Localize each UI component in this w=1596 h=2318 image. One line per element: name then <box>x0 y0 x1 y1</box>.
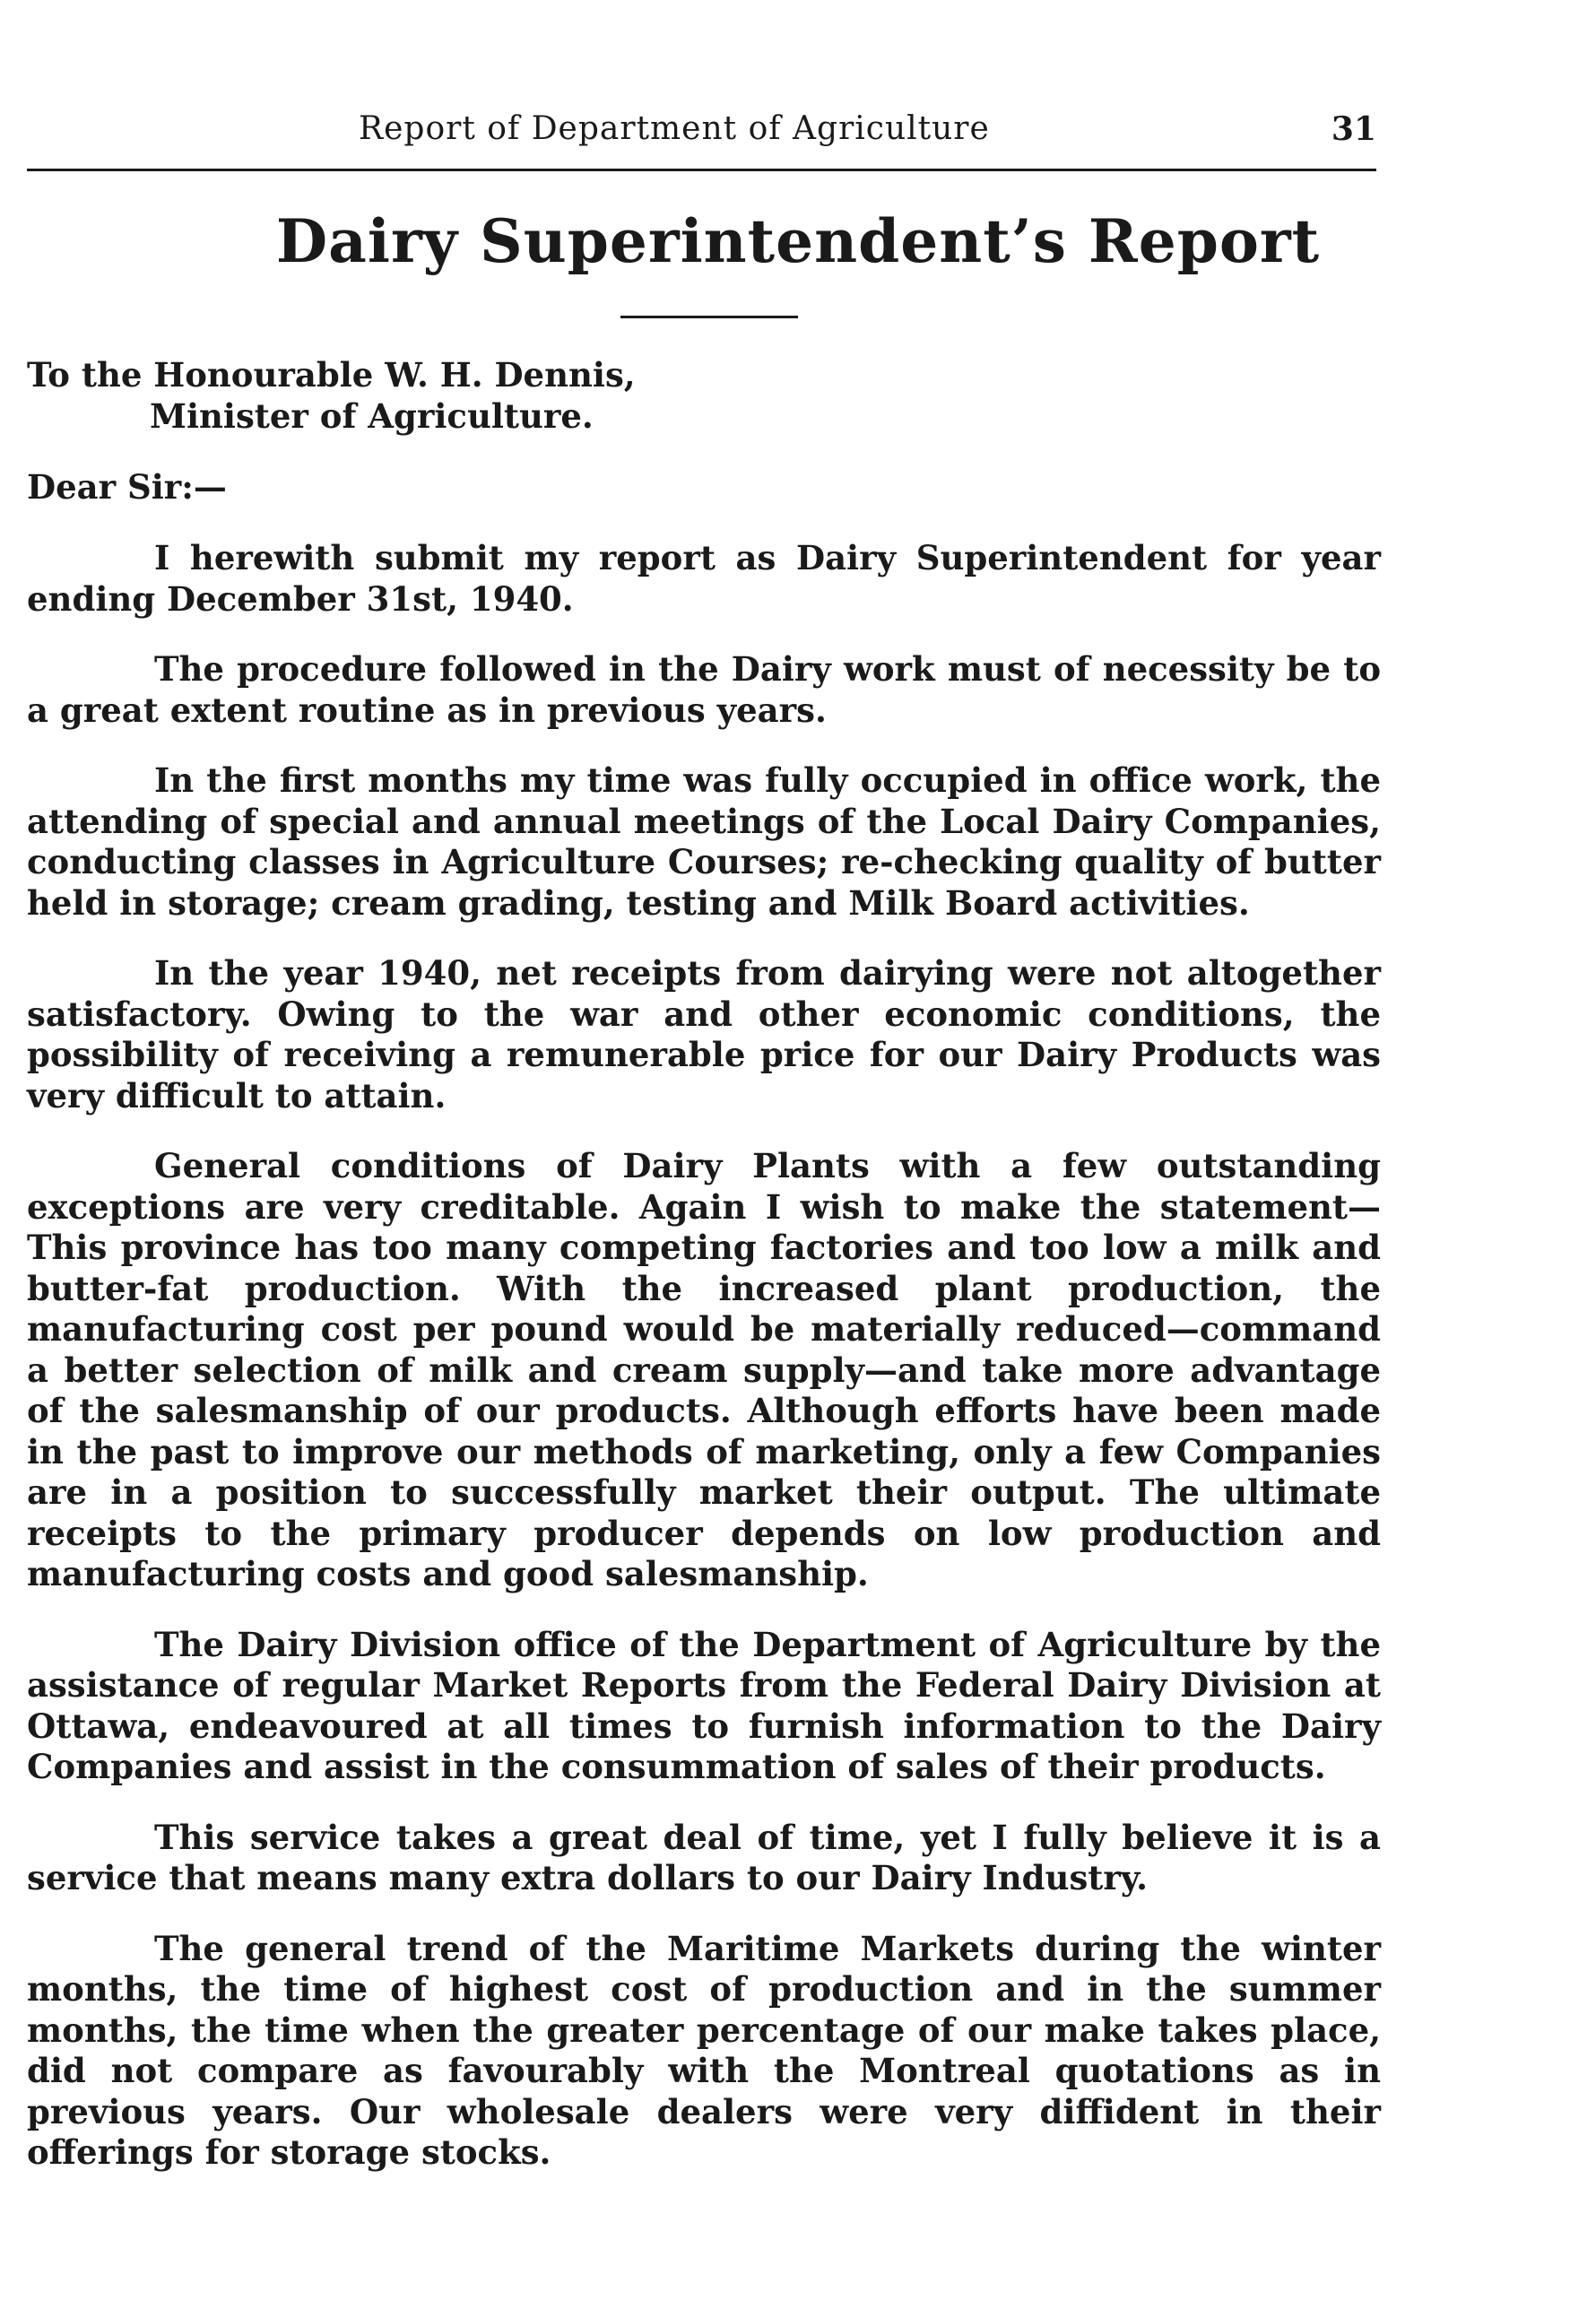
paragraph-7: This service takes a great deal of time, yet I fully believe it is a service that means many extra dollars to our Dairy Industry. <box>27 1817 1381 1897</box>
report-body <box>27 538 1381 2203</box>
paragraph-8: The general trend of the Maritime Markets during the winter months, the time of highest cost of production and in the summer months, the time when the greater percentage of our make takes place, did not compare as favourably with the Montreal quotations as in previous years. Our wholesale dealers were very diffident in their offerings for storage stocks. <box>27 1928 1381 2172</box>
running-head-title: Report of Department of Agriculture <box>359 110 990 147</box>
page-number: 31 <box>1331 110 1376 148</box>
paragraph-3: In the first months my time was fully occupied in office work, the attending of special and annual meetings of the Local Dairy Companies, conducting classes in Agriculture Courses; re-checking quality of butter held in storage; cream grading, testing and Milk Board activities. <box>27 760 1381 923</box>
paragraph-4: In the year 1940, net receipts from dairying were not altogether satisfactory. Owing to the war and other economic conditions, the possibility of receiving a remunerable price for our Dairy Products was very difficult to attain. <box>27 953 1381 1116</box>
paragraph-2: The procedure followed in the Dairy work must of necessity be to a great extent routine as in previous years. <box>27 649 1381 730</box>
salutation: Dear Sir:— <box>27 467 227 507</box>
report-title: Dairy Superintendent’s Report <box>275 206 1321 276</box>
paragraph-1: I herewith submit my report as Dairy Superintendent for year ending December 31st, 1940. <box>27 538 1381 619</box>
paragraph-5: General conditions of Dairy Plants with a few outstanding exceptions are very creditable. Again I wish to make the statement—This province has too many competing factories and too low a milk and butter-fat production. With the increased plant production, the manufacturing cost per pound would be materially reduced—command a better selection of milk and cream supply—and take more advantage of the salesmanship of our products. Although efforts have been made in the past to improve our methods of marketing, only a few Companies are in a position to successfully market their output. The ultimate receipts to the primary producer depends on low production and manufacturing costs and good salesmanship. <box>27 1146 1381 1593</box>
addressee-line-1: To the Honourable W. H. Dennis, <box>27 355 636 395</box>
title-rule <box>620 316 798 318</box>
addressee-block <box>27 354 1372 437</box>
paragraph-6: The Dairy Division office of the Department of Agriculture by the assistance of regular Market Reports from the Federal Dairy Division at Ottawa, endeavoured at all times to furnish information to the Dairy Companies and assist in the consummation of sales of their products. <box>27 1624 1381 1786</box>
addressee-line-2: Minister of Agriculture. <box>150 396 594 436</box>
running-header <box>27 106 1376 171</box>
